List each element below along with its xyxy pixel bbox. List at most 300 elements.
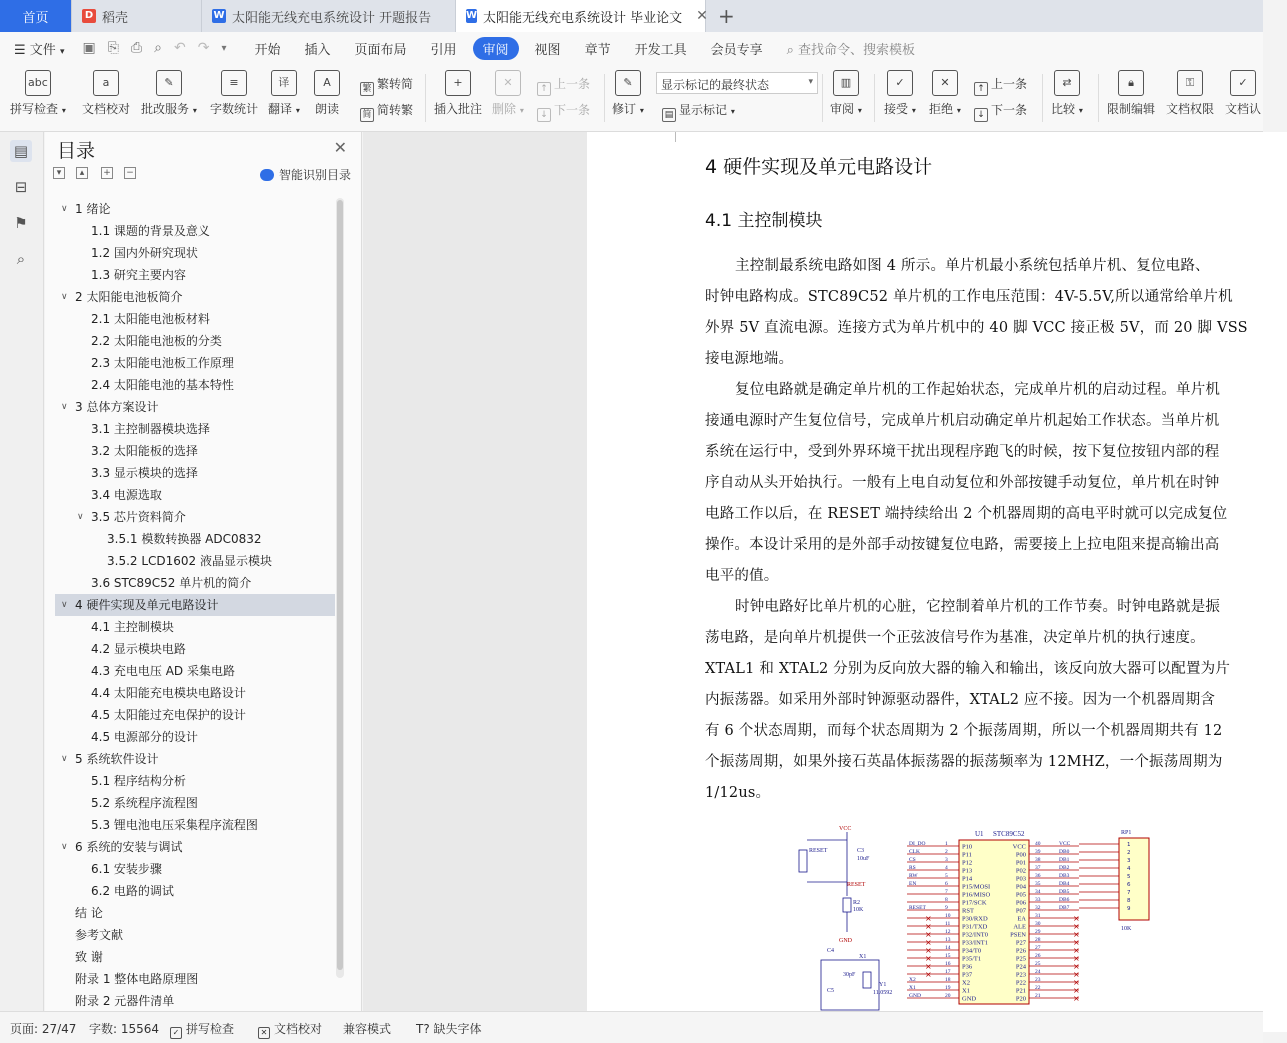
prev-change-button[interactable] [974,75,1027,96]
toc-item-label: 4.3 充电电压 AD 采集电路 [91,664,235,678]
toc-scrollbar-thumb[interactable] [337,200,343,970]
toc-item[interactable] [55,770,335,792]
pin-number: 23 [1035,977,1041,983]
tab-proposal[interactable] [202,0,456,32]
chip-name: STC89C52 [993,830,1025,838]
pin-number: 37 [1035,865,1041,871]
net-label: DB4 [1059,881,1070,887]
reset-button [799,850,807,872]
toc-item[interactable] [55,418,335,440]
toc-item[interactable] [55,374,335,396]
no-connect-mark: × [1073,954,1080,963]
pin-number: 34 [1035,889,1041,895]
lock-icon: 🔒︎ [1118,70,1144,96]
rp1-pin-number: 6 [1127,882,1131,888]
prev-change-icon: ↑ [974,82,988,96]
doc-cert-button[interactable] [1225,70,1261,117]
undo-icon[interactable]: ↶ [173,40,186,56]
pin-label: P31/TXD [962,923,988,931]
y1-value: 11.0592 [873,990,893,996]
smart-toc-icon [260,169,274,181]
pin-number: 32 [1035,905,1041,911]
pin-number: 38 [1035,857,1041,863]
toc-item[interactable] [55,308,335,330]
pin-number: 5 [945,873,948,879]
c3-value: 10uF [857,856,870,862]
to-simplified-button[interactable] [360,101,413,122]
toc-item-label: 4.1 主控制模块 [91,620,174,634]
word-doc-icon: W [213,10,225,21]
toc-item-label: 3 总体方案设计 [75,400,159,414]
read-aloud-button[interactable] [314,70,340,117]
smart-toc-button[interactable] [260,166,351,183]
r2-resistor [843,898,851,912]
pin-label: P20 [1015,995,1026,1003]
toc-item-label: 3.2 太阳能板的选择 [91,444,198,458]
c4-value: 30pF [843,972,856,978]
net-label: EN [909,881,917,887]
menu-member[interactable]: 会员专享 [710,42,763,58]
search-icon[interactable]: ⌕ [16,250,26,268]
reset-net: RESET [847,882,866,888]
pin-number: 39 [1035,849,1041,855]
pin-number: 30 [1035,921,1041,927]
no-connect-mark: × [1073,962,1080,971]
paragraph-line: 操作。本设计采用的是外部手动按键复位电路，需要接上上拉电阻来提高输出高 [705,537,1220,553]
chevron-down-icon[interactable]: ∨ [61,402,68,412]
menu-view[interactable]: 视图 [534,42,561,58]
review-service-icon: ✎ [156,70,182,96]
status-bar [0,1011,1263,1043]
toc-item[interactable] [55,242,335,264]
no-connect-mark: × [925,946,932,955]
doc-permission-button[interactable] [1166,70,1214,117]
pin-number: 15 [945,953,951,959]
rp1-pin-number: 7 [1127,890,1131,896]
docer-icon: D [82,9,96,23]
pin-label: P16/MISO [962,891,991,899]
spell-check-icon: abc [25,70,51,96]
toc-item[interactable] [55,748,335,770]
heading-2: 4.1 主控制模块 [705,211,823,231]
net-label: VCC [1059,841,1071,847]
toc-item[interactable] [55,990,335,1012]
toc-item[interactable] [55,968,335,990]
paragraph-line: 外界 5V 直流电源。连接方式为单片机中的 40 脚 VCC 接正极 5V，而 20 脚 VSS [705,320,1248,336]
next-change-button[interactable] [974,101,1027,122]
toc-item[interactable] [55,660,335,682]
pin-label: EA [1017,915,1026,923]
x1-label: X1 [859,954,867,960]
paragraph-line: 电路工作以后，在 RESET 端持续给出 2 个机器周期的高电平时就可以完成复位 [705,506,1228,522]
pin-label: P21 [1015,987,1026,995]
toc-item[interactable] [55,836,335,858]
pin-number: 7 [945,889,948,895]
menu-bar [0,32,1263,64]
pin-label: P30/RXD [962,915,988,923]
to-simplified-label: 简转繁 [377,103,414,117]
word-count-button[interactable] [210,70,258,117]
chevron-down-icon[interactable]: ∨ [61,842,68,852]
status-spell-check[interactable] [170,1020,234,1039]
no-connect-mark: × [925,954,932,963]
paragraph-line: 电平的值。 [705,568,779,584]
pin-label: P07 [1015,907,1026,915]
pin-label: P02 [1015,867,1026,875]
smart-toc-label: 智能识别目录 [278,168,351,182]
c4-label: C4 [827,948,835,954]
toc-item-label: 1.2 国内外研究现状 [91,246,198,260]
doc-permission-icon: ⚿ [1177,70,1203,96]
pin-number: 16 [945,961,951,967]
toc-item[interactable] [55,902,335,924]
status-proof-label: 文档校对 [274,1022,323,1036]
toc-item-label: 2.4 太阳能电池的基本特性 [91,378,234,392]
page-indicator[interactable]: 页面: 27/47 [10,1022,77,1036]
no-connect-mark: × [925,930,932,939]
paragraph-line: 接电源地端。 [705,351,794,367]
toc-item[interactable] [55,704,335,726]
next-comment-button[interactable] [537,101,590,122]
next-comment-icon: ↓ [537,108,551,122]
toc-scrollbar[interactable] [336,198,344,978]
net-label: DB2 [1059,865,1070,871]
print-preview-icon[interactable]: ⌕ [154,40,162,56]
reject-button[interactable]: ✕ 拒绝 ▾ [929,70,961,117]
proof-icon: ✕ [258,1027,270,1039]
compare-label: 比较 [1051,102,1076,116]
menu-review[interactable]: 审阅 [473,37,519,60]
no-connect-mark: × [1073,922,1080,931]
toc-item-label: 6.2 电路的调试 [91,884,174,898]
toc-pane-icon[interactable]: ▤ [10,140,32,162]
gnd-label: GND [839,938,852,944]
toc-item[interactable] [55,924,335,946]
ribbon-divider [874,74,875,122]
toc-item[interactable] [55,396,335,418]
pin-label: P22 [1015,979,1026,987]
y1-label: Y1 [879,982,887,988]
pin-label: P36 [962,963,973,971]
reject-label: 拒绝 [929,102,954,116]
track-changes-button[interactable]: ✎ 修订 ▾ [612,70,644,117]
accept-button[interactable]: ✓ 接受 ▾ [884,70,916,117]
toc-item-label: 5.3 锂电池电压采集程序流程图 [91,818,258,832]
toc-item-label: 3.5 芯片资料简介 [91,510,186,524]
pin-label: P27 [1015,939,1026,947]
close-icon[interactable]: ✕ [696,8,708,24]
no-connect-mark: × [925,962,932,971]
reject-icon: ✕ [932,70,958,96]
net-label: RW [909,873,918,879]
collapse-all-icon[interactable]: ▾ [53,167,65,179]
pin-number: 26 [1035,953,1041,959]
pin-number: 4 [945,865,948,871]
no-connect-mark: × [1073,970,1080,979]
review-service-button[interactable]: ✎ 批改服务 ▾ [141,70,197,117]
pin-number: 3 [945,857,948,863]
menu-reference[interactable]: 引用 [430,42,457,58]
pin-label: ALE [1013,923,1026,931]
chevron-down-icon[interactable]: ∨ [61,754,68,764]
document-page[interactable] [587,132,1287,1032]
rp1-pin-number: 9 [1127,906,1131,912]
menu-file[interactable] [0,39,76,58]
chip-ref: U1 [975,830,984,838]
missing-font-label: 缺失字体 [433,1022,482,1036]
toc-item-label: 4 硬件实现及单元电路设计 [75,598,219,612]
pin-number: 9 [945,905,948,911]
prev-comment-icon: ↑ [537,82,551,96]
document-area[interactable] [363,132,1263,1011]
status-doc-proof[interactable] [258,1020,322,1039]
missing-font-icon: T? [416,1022,434,1036]
paragraph-line: 主控制最系统电路如图 4 所示。单片机最小系统包括单片机、复位电路、 [735,258,1210,274]
c3-label: C3 [857,848,865,854]
show-markup-label: 显示标记 [679,103,728,117]
tab-thesis[interactable] [456,0,706,32]
pin-number: 19 [945,985,951,991]
pin-number: 14 [945,945,951,951]
toc-item[interactable] [55,880,335,902]
no-connect-mark: × [1073,930,1080,939]
track-changes-label: 修订 [612,102,637,116]
toc-item[interactable] [55,572,335,594]
pin-label: PSEN [1010,931,1026,939]
pin-number: 13 [945,937,951,943]
doc-proof-button[interactable] [82,70,130,117]
prev-comment-button[interactable] [537,75,590,96]
toc-item[interactable] [55,792,335,814]
pin-number: 22 [1035,985,1041,991]
toc-item[interactable] [55,462,335,484]
translate-button[interactable]: 译 翻译 ▾ [268,70,300,117]
to-traditional-button[interactable] [360,75,413,96]
remove-heading-icon[interactable]: − [124,167,136,179]
toc-item[interactable] [55,484,335,506]
pin-label: P11 [962,851,972,859]
review-pane-label: 审阅 [830,102,855,116]
chevron-down-icon: ▾ [59,46,65,57]
toc-item[interactable] [55,440,335,462]
toc-item[interactable] [55,682,335,704]
restrict-edit-label: 限制编辑 [1107,102,1156,116]
insert-comment-button[interactable] [434,70,482,117]
toc-item-label: 3.5.2 LCD1602 液晶显示模块 [107,554,273,568]
toc-item[interactable] [55,616,335,638]
pin-label: P37 [962,971,973,979]
paragraph-line: 个振荡周期，如果外接石英晶体振荡器的振荡频率为 12MHZ，一个振荡周期为 [705,754,1223,770]
r2-label: R2 [853,900,861,906]
toc-item[interactable] [55,946,335,968]
review-service-label: 批改服务 [141,102,190,116]
no-connect-mark: × [1073,938,1080,947]
bookmark-icon[interactable]: ⚑ [14,214,28,232]
toc-item[interactable] [55,638,335,660]
chevron-down-icon[interactable]: ∨ [61,600,68,610]
toc-item-label: 1.1 课题的背景及意义 [91,224,210,238]
redo-icon[interactable]: ↷ [197,40,210,56]
pin-label: X2 [962,979,970,987]
toc-item-label: 3.6 STC89C52 单片机的简介 [91,576,252,590]
export-pdf-icon[interactable]: ⎘ [107,40,119,56]
pin-number: 36 [1035,873,1041,879]
review-pane-button[interactable]: ▥ 审阅 ▾ [830,70,862,117]
delete-comment-label: 删除 [492,102,517,116]
toc-item[interactable] [55,220,335,242]
markup-state-select[interactable] [656,72,818,94]
command-search[interactable] [775,39,927,58]
word-count-icon: ≡ [221,70,247,96]
toc-item[interactable] [55,594,335,616]
comment-add-icon: + [445,70,471,96]
paragraph-line: 序自动从头开始执行。一般有上电自动复位和外部按键手动复位，单片机在时钟 [705,475,1220,491]
toc-item-label: 6 系统的安装与调试 [75,840,183,854]
paragraph-line: XTAL1 和 XTAL2 分别为反向放大器的输入和输出，该反向放大器可以配置为片 [705,661,1231,677]
rp1-label: RP1 [1121,830,1132,836]
pin-label: P01 [1015,859,1026,867]
toc-item[interactable] [55,264,335,286]
pin-label: P06 [1015,899,1026,907]
pin-number: 2 [945,849,948,855]
toc-item-label: 3.1 主控制器模块选择 [91,422,210,436]
toc-item-label: 1.3 研究主要内容 [91,268,186,282]
net-label: X2 [909,977,916,983]
net-label: DB0 [1059,849,1070,855]
expand-up-icon[interactable]: ▴ [76,167,88,179]
chevron-down-icon[interactable]: ∨ [77,512,84,522]
toc-item[interactable] [55,528,335,550]
rp1-value: 10K [1121,926,1132,932]
pin-label: P03 [1015,875,1026,883]
menu-section[interactable]: 章节 [584,42,611,58]
tab-proposal-label: 太阳能无线充电系统设计 开题报告 [232,10,432,26]
ribbon-divider [822,74,823,122]
toc-item[interactable] [55,858,335,880]
tab-docer[interactable] [72,0,202,32]
pin-number: 27 [1035,945,1041,951]
menu-devtools[interactable]: 开发工具 [634,42,687,58]
chevron-down-icon[interactable]: ∨ [61,204,68,214]
pin-number: 11 [945,921,951,927]
toc-item[interactable] [55,198,335,220]
print-icon[interactable]: ⎙ [130,40,143,56]
net-label: CLK [909,849,920,855]
compat-mode: 兼容模式 [343,1022,392,1036]
paragraph-line: 接通电源时产生复位信号，完成单片机启动确定单片机起始工作状态。当单片机 [705,413,1220,429]
pin-number: 28 [1035,937,1041,943]
add-heading-icon[interactable]: + [101,167,113,179]
toc-item[interactable] [55,352,335,374]
pin-label: P25 [1015,955,1026,963]
toc-item-label: 4.5 太阳能过充电保护的设计 [91,708,246,722]
save-icon[interactable]: ▣ [82,40,96,56]
no-connect-mark: × [1073,946,1080,955]
compare-button[interactable]: ⇄ 比较 ▾ [1051,70,1083,117]
search-icon: ⌕ [786,42,799,58]
pin-label: P14 [962,875,973,883]
toc-item-label: 结 论 [75,906,103,920]
toc-item[interactable] [55,550,335,572]
restrict-edit-button[interactable] [1107,70,1155,117]
tab-home[interactable] [0,0,72,32]
pin-number: 29 [1035,929,1041,935]
toc-item-label: 附录 1 整体电路原理图 [75,972,199,986]
ribbon-divider [604,74,605,122]
net-label: RS [909,865,916,871]
toc-item-label: 4.5 电源部分的设计 [91,730,198,744]
no-connect-mark: × [925,970,932,979]
spell-check-button[interactable]: abc 拼写检查 ▾ [10,70,66,117]
toc-item-label: 2.1 太阳能电池板材料 [91,312,210,326]
rp1-pin-number: 3 [1127,858,1131,864]
doc-proof-icon: a [93,70,119,96]
menu-layout[interactable]: 页面布局 [354,42,407,58]
crystal [863,972,871,988]
pin-number: 35 [1035,881,1041,887]
next-change-icon: ↓ [974,108,988,122]
quick-access-dropdown-icon[interactable]: ▾ [221,42,227,54]
accept-icon: ✓ [887,70,913,96]
pin-number: 18 [945,977,951,983]
tab-bar [0,0,1263,32]
toc-item[interactable] [55,506,335,528]
chevron-down-icon[interactable]: ∨ [61,292,68,302]
toc-item[interactable] [55,286,335,308]
menu-file-label: 文件 [29,42,56,58]
chapter-pane-icon[interactable]: ⊟ [14,178,28,196]
pin-number: 1 [945,841,948,847]
pin-number: 24 [1035,969,1041,975]
toc-item-label: 致 谢 [75,950,103,964]
doc-proof-label: 文档校对 [82,102,131,116]
paragraph-line: 荡电路，是向单片机提供一个正弦波信号作为基准，决定单片机的执行速度。 [705,630,1205,646]
rp1-body [1119,838,1149,920]
pin-label: P05 [1015,891,1026,899]
command-search-placeholder: 查找命令、搜索模板 [798,42,916,58]
toc-item[interactable] [55,726,335,748]
accept-label: 接受 [884,102,909,116]
paragraph-line: 时钟电路构成。STC89C52 单片机的工作电压范围：4V-5.5V,所以通常给单片机 [705,289,1233,305]
menu-start[interactable]: 开始 [254,42,281,58]
no-connect-mark: × [1073,978,1080,987]
toc-item-label: 6.1 安装步骤 [91,862,162,876]
crystal-wire [821,960,879,1010]
missing-font-button[interactable] [416,1020,482,1037]
toc-item[interactable] [55,814,335,836]
menu-insert[interactable]: 插入 [304,42,331,58]
word-doc-icon: W [466,10,478,21]
delete-comment-button[interactable]: ✕ 删除 ▾ [492,70,524,117]
rp1-pin-number: 8 [1127,898,1131,904]
show-markup-button[interactable]: ▤ 显示标记 ▾ [662,101,735,122]
pin-label: GND [962,995,977,1003]
pin-label: P34/T0 [962,947,982,955]
pin-number: 25 [1035,961,1041,967]
traditional-icon: 繁 [360,82,374,96]
pin-label: P32/INT0 [962,931,988,939]
pin-number: 17 [945,969,951,975]
paragraph-line: 有 6 个状态周期，而每个状态周期为 2 个振荡周期，所以一个机器周期共有 12 [705,723,1223,739]
toc-item[interactable] [55,330,335,352]
toc-item-label: 4.4 太阳能充电模块电路设计 [91,686,246,700]
close-icon[interactable]: ✕ [333,138,347,157]
pin-label: P00 [1015,851,1026,859]
ribbon-divider [1042,74,1043,122]
new-tab-button[interactable]: + [718,4,735,28]
word-count-indicator[interactable]: 字数: 15564 [89,1022,160,1036]
pin-label: P17/SCK [962,899,987,907]
